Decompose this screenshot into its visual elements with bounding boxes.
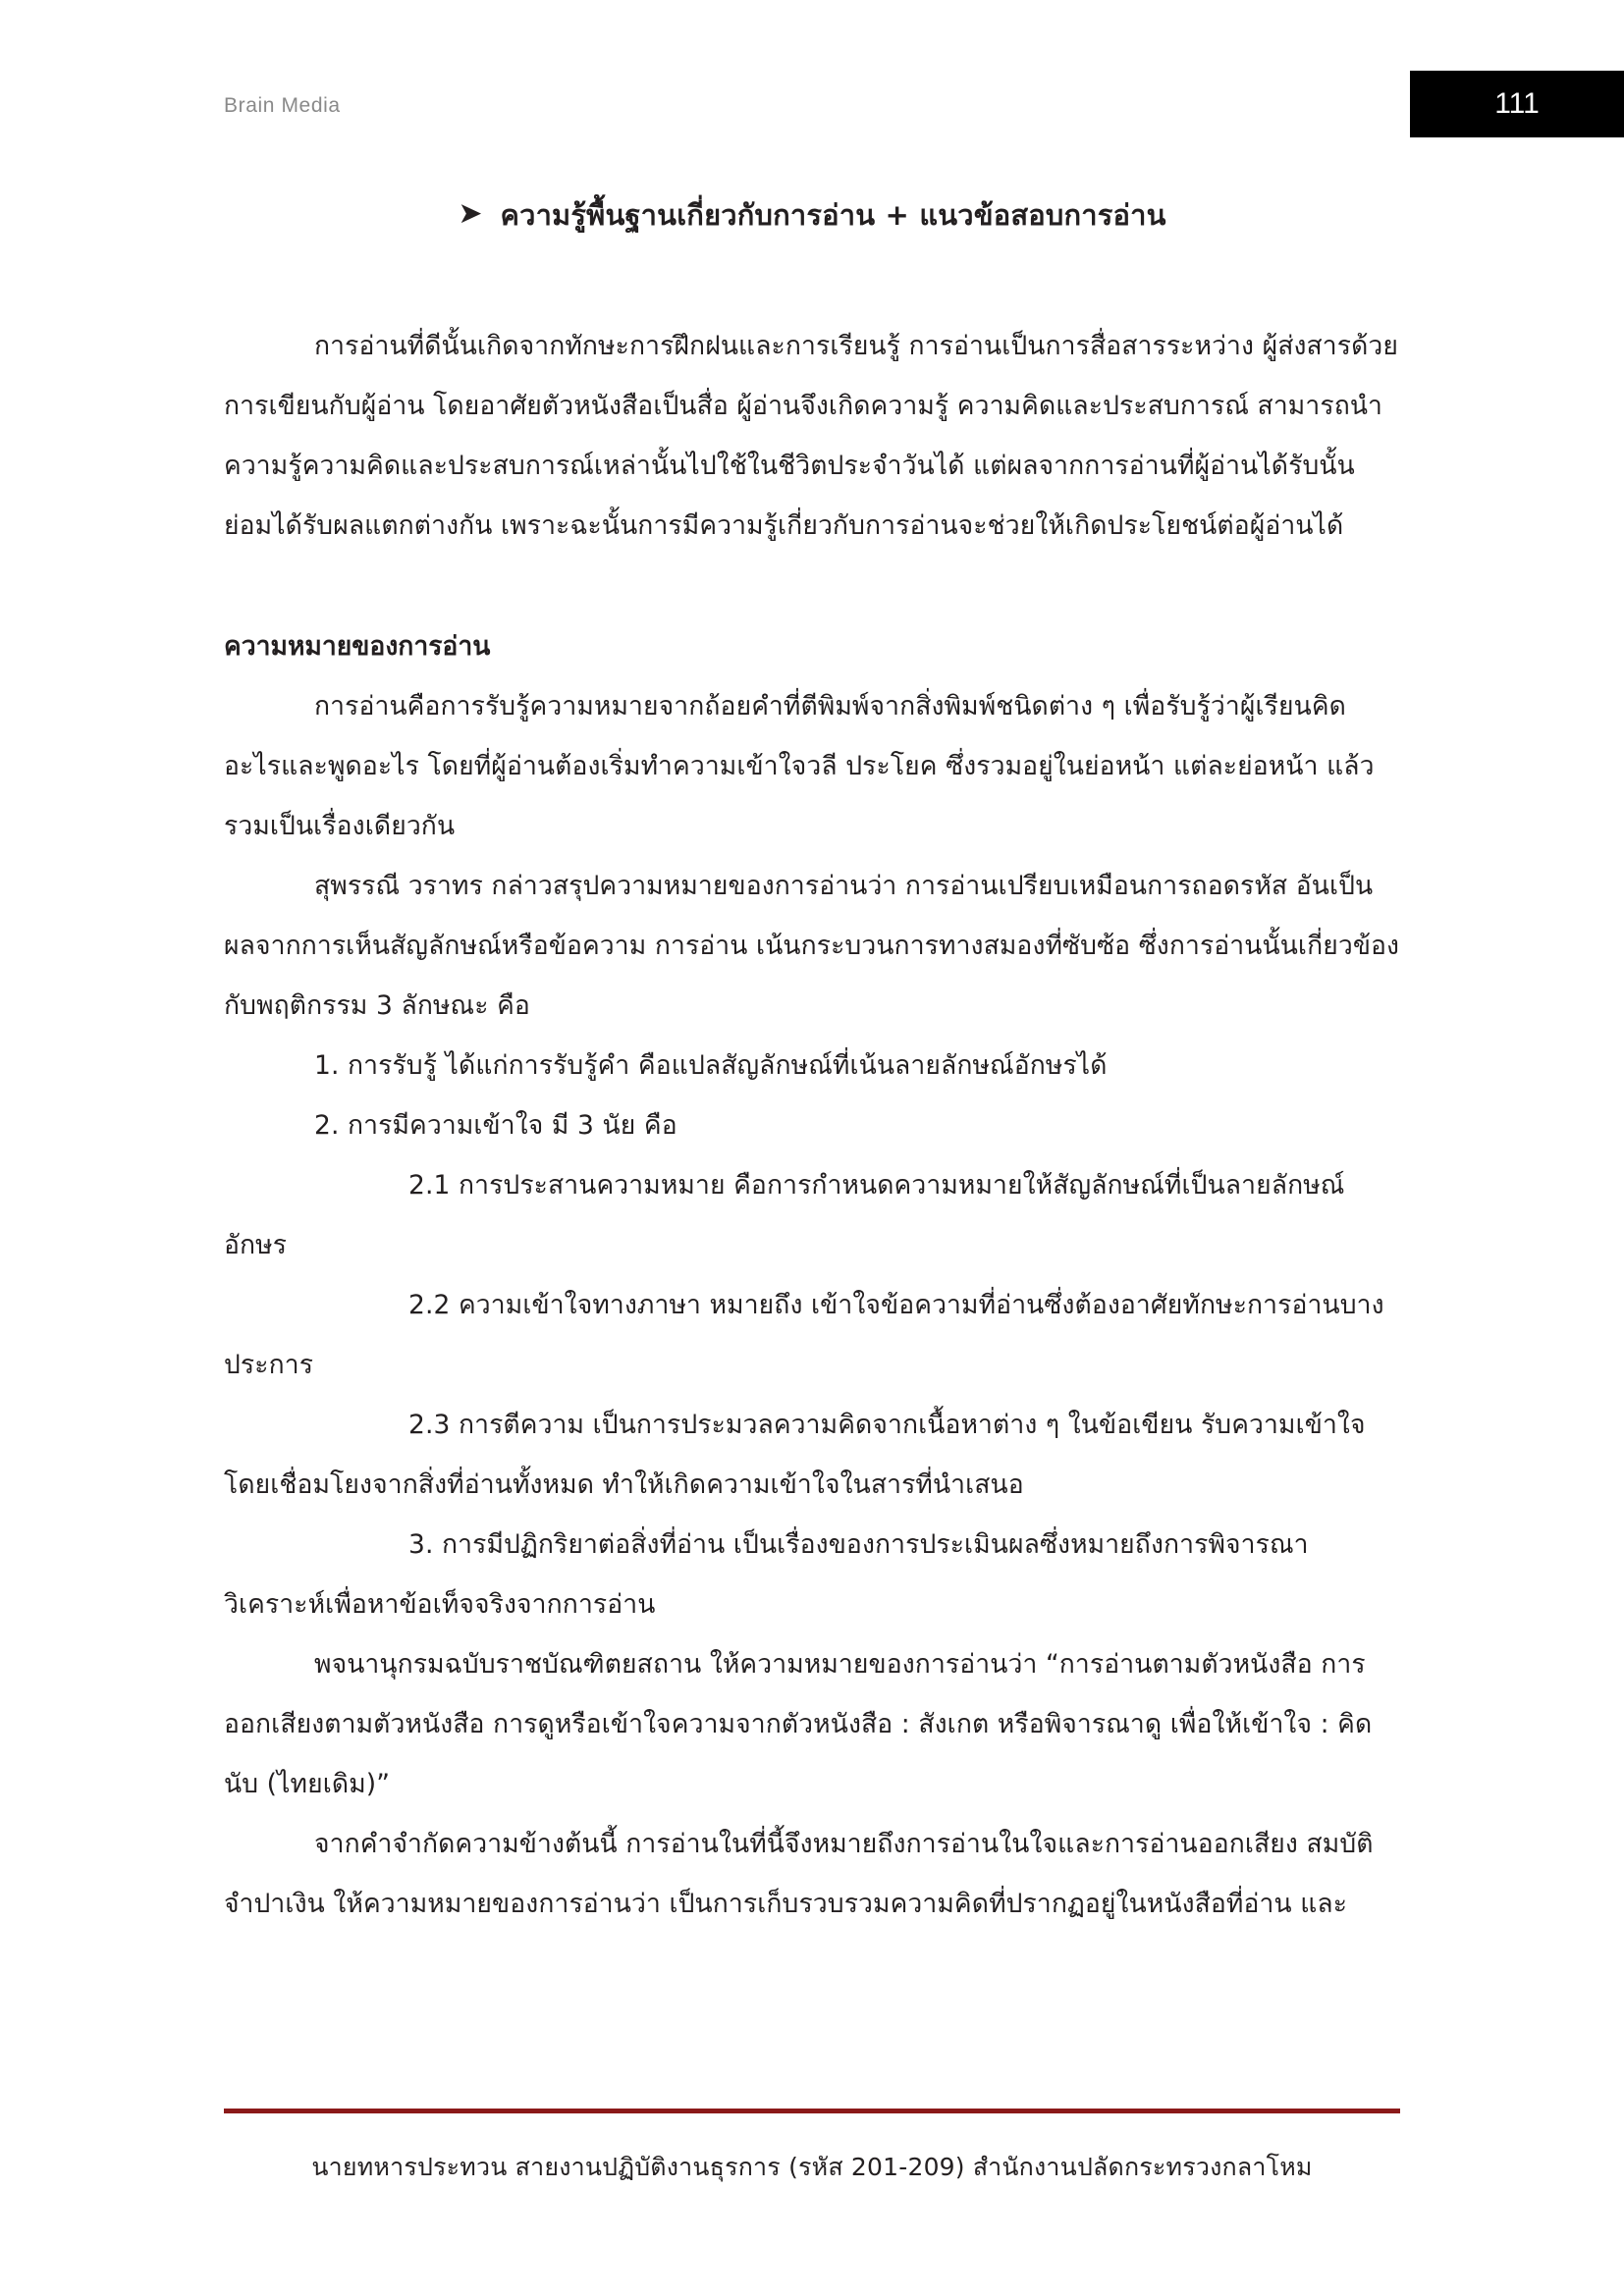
document-body <box>224 316 1400 1934</box>
page-title-text: ความรู้พื้นฐานเกี่ยวกับการอ่าน + แนวข้อสอบการอ่าน <box>500 198 1166 232</box>
paragraph-1: การอ่านคือการรับรู้ความหมายจากถ้อยคำที่ตีพิมพ์จากสิ่งพิมพ์ชนิดต่าง ๆ เพื่อรับรู้ว่าผู้เรียนคิดอะไรและพูดอะไร โดยที่ผู้อ่านต้องเริ่มทำความเข้าใจวลี ประโยค ซึ่งรวมอยู่ในย่อหน้า แต่ละย่อหน้า แล้วรวมเป็นเรื่องเดียวกัน <box>224 691 1375 841</box>
list-item-2-2: 2.2 ความเข้าใจทางภาษา หมายถึง เข้าใจข้อความที่อ่านซึ่งต้องอาศัยทักษะการอ่านบางประการ <box>224 1290 1384 1380</box>
header-brand: Brain Media <box>224 94 341 117</box>
paragraph-4: จากคำจำกัดความข้างต้นนี้ การอ่านในที่นี้จึงหมายถึงการอ่านในใจและการอ่านออกเสียง สมบัติ จำปาเงิน ให้ความหมายของการอ่านว่า เป็นการเก็บรวบรวมความคิดที่ปรากฏอยู่ในหนังสือที่อ่าน และ <box>224 1829 1374 1919</box>
paragraph-3: พจนานุกรมฉบับราชบัณฑิตยสถาน ให้ความหมายของการอ่านว่า “การอ่านตามตัวหนังสือ การออกเสียงตามตัวหนังสือ การดูหรือเข้าใจความจากตัวหนังสือ : สังเกต หรือพิจารณาดู เพื่อให้เข้าใจ : คิด นับ (ไทยเดิม)” <box>224 1649 1373 1799</box>
spacer <box>224 556 1400 616</box>
section-heading-meaning: ความหมายของการอ่าน <box>224 631 491 662</box>
list-item-2: 2. การมีความเข้าใจ มี 3 นัย คือ <box>314 1110 677 1141</box>
paragraph-intro: การอ่านที่ดีนั้นเกิดจากทักษะการฝึกฝนและการเรียนรู้ การอ่านเป็นการสื่อสารระหว่าง ผู้ส่งสารด้วยการเขียนกับผู้อ่าน โดยอาศัยตัวหนังสือเป็นสื่อ ผู้อ่านจึงเกิดความรู้ ความคิดและประสบการณ์ สามารถนำความรู้ความคิดและประสบการณ์เหล่านั้นไปใช้ในชีวิตประจำวันได้ แต่ผลจากการอ่านที่ผู้อ่านได้รับนั้นย่อมได้รับผลแตกต่างกัน เพราะฉะนั้นการมีความรู้เกี่ยวกับการอ่านจะช่วยให้เกิดประโยชน์ต่อผู้อ่านได้ <box>224 331 1399 541</box>
page-number-badge <box>1410 71 1624 137</box>
page-title <box>0 192 1624 238</box>
list-item-3: 3. การมีปฏิกริยาต่อสิ่งที่อ่าน เป็นเรื่องของการประเมินผลซึ่งหมายถึงการพิจารณา วิเคราะห์เพื่อหาข้อเท็จจริงจากการอ่าน <box>224 1529 1309 1620</box>
footer-text: นายทหารประทวน สายงานปฏิบัติงานธุรการ (รหัส 201-209) สำนักงานปลัดกระทรวงกลาโหม <box>311 2153 1313 2181</box>
list-item-1: 1. การรับรู้ ได้แก่การรับรู้คำ คือแปลสัญลักษณ์ที่เน้นลายลักษณ์อักษรได้ <box>314 1050 1108 1081</box>
paragraph-2: สุพรรณี วราทร กล่าวสรุปความหมายของการอ่านว่า การอ่านเปรียบเหมือนการถอดรหัส อันเป็นผลจากการเห็นสัญลักษณ์หรือข้อความ การอ่าน เน้นกระบวนการทางสมองที่ซับซ้อ ซึ่งการอ่านนั้นเกี่ยวข้องกับพฤติกรรม 3 ลักษณะ คือ <box>224 871 1400 1021</box>
list-item-2-1: 2.1 การประสานความหมาย คือการกำหนดความหมายให้สัญลักษณ์ที่เป็นลายลักษณ์อักษร <box>224 1170 1345 1260</box>
list-item-2-3: 2.3 การตีความ เป็นการประมวลความคิดจากเนื้อหาต่าง ๆ ในข้อเขียน รับความเข้าใจโดยเชื่อมโยงจากสิ่งที่อ่านทั้งหมด ทำให้เกิดความเข้าใจในสารที่นำเสนอ <box>224 1410 1366 1500</box>
footer-divider <box>224 2109 1400 2113</box>
page-number-text: 111 <box>1494 87 1540 120</box>
arrow-bullet-icon: ➤ <box>458 196 483 231</box>
